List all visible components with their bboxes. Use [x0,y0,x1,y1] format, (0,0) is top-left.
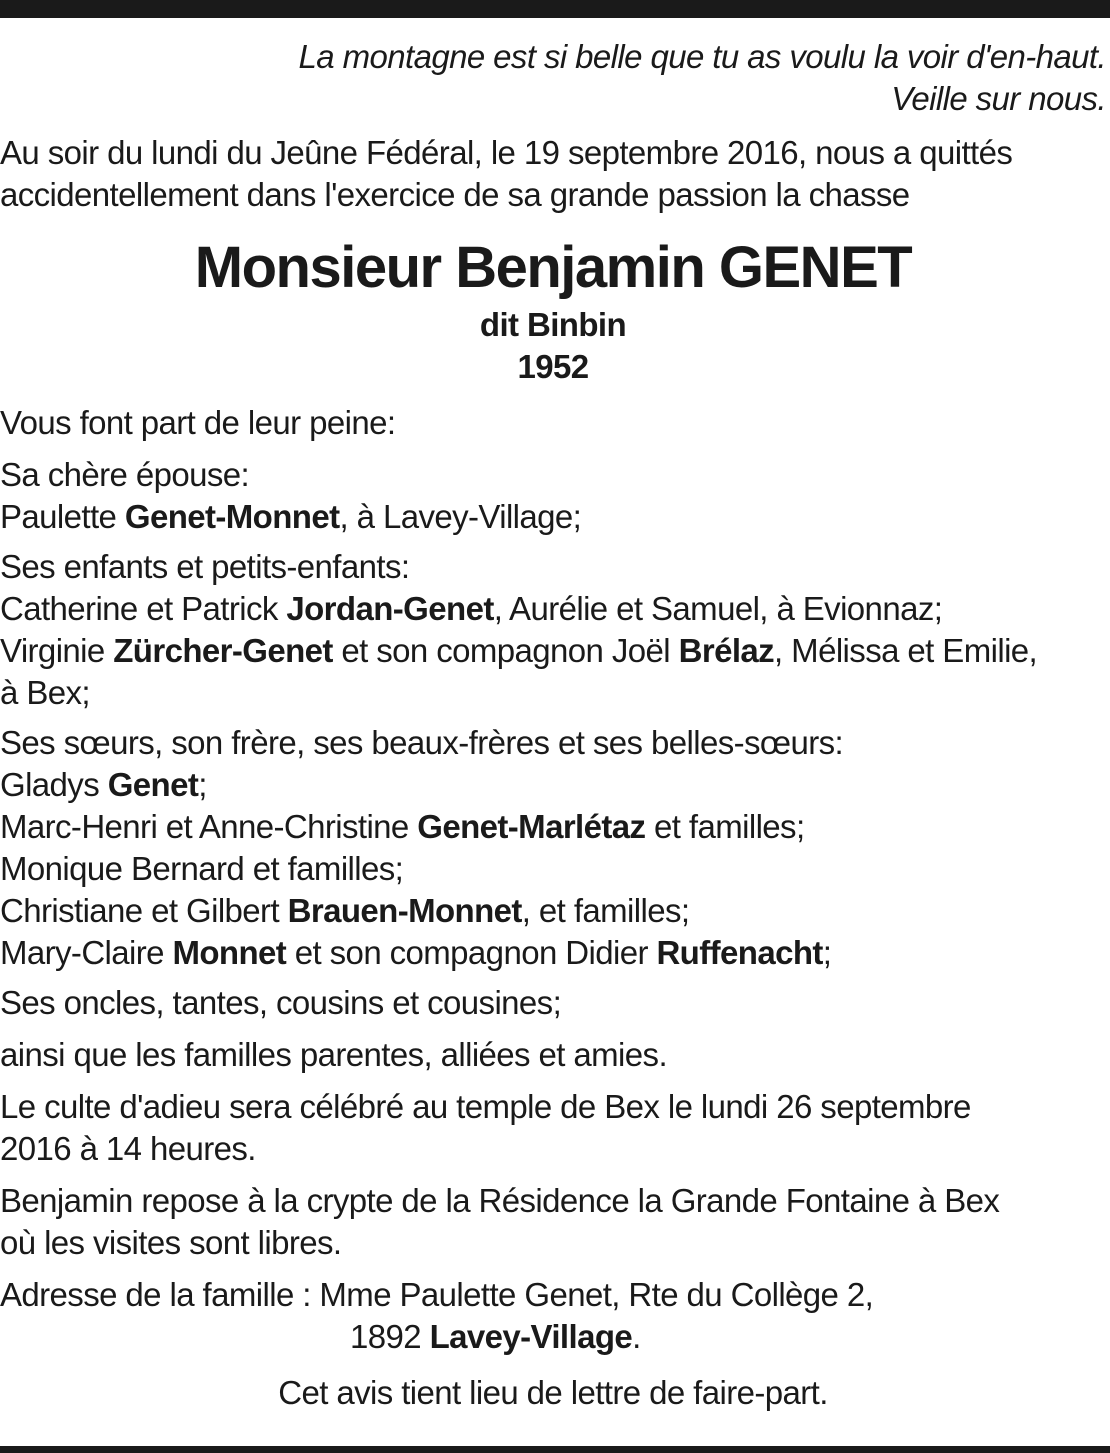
siblings-line-2: Marc-Henri et Anne-Christine Genet-Marlétaz et familles; [0,808,805,845]
siblings-line-4: Christiane et Gilbert Brauen-Monnet, et familles; [0,892,690,929]
surname: Zürcher-Genet [113,632,333,669]
rest-line-1: Benjamin repose à la crypte de la Résidence la Grande Fontaine à Bex [0,1182,1000,1219]
service-line-2: 2016 à 14 heures. [0,1130,256,1167]
locality: Lavey-Village [429,1318,633,1355]
family-address [0,1274,1106,1358]
siblings-heading: Ses sœurs, son frère, ses beaux-frères et ses belles-sœurs: [0,724,844,761]
surname: Brélaz [678,632,775,669]
children-line-3: à Bex; [0,674,90,711]
spouse-section [0,454,1106,538]
intro-line-1: Au soir du lundi du Jeûne Fédéral, le 19 septembre 2016, nous a quittés [0,134,1013,171]
announce-line: Vous font part de leur peine: [0,404,396,441]
deceased-nickname: dit Binbin [479,306,627,343]
deceased-birth-year: 1952 [517,348,589,385]
children-heading: Ses enfants et petits-enfants: [0,548,410,585]
siblings-line-5: Mary-Claire Monnet et son compagnon Didier Ruffenacht; [0,934,832,971]
uncles-line: Ses oncles, tantes, cousins et cousines; [0,984,562,1021]
children-line-1: Catherine et Patrick Jordan-Genet, Aurélie et Samuel, à Evionnaz; [0,590,943,627]
children-line-2: Virginie Zürcher-Genet et son compagnon Joël Brélaz, Mélissa et Emilie, [0,632,1038,669]
families-line: ainsi que les familles parentes, alliées et amies. [0,1036,668,1073]
intro-paragraph [0,132,1106,216]
quote-line-2: Veille sur nous. [891,80,1106,117]
obituary-notice [0,36,1106,1414]
surname: Brauen-Monnet [287,892,522,929]
bottom-rule [0,1446,1110,1453]
service-paragraph [0,1086,1106,1170]
siblings-section [0,722,1106,974]
surname: Monnet [172,934,287,971]
spouse-line: Paulette Genet-Monnet, à Lavey-Village; [0,498,582,535]
closing-note: Cet avis tient lieu de lettre de faire-part. [278,1374,828,1411]
surname: Jordan-Genet [286,590,494,627]
service-line-1: Le culte d'adieu sera célébré au temple de Bex le lundi 26 septembre [0,1088,971,1125]
top-rule [0,0,1110,18]
intro-line-2: accidentellement dans l'exercice de sa grande passion la chasse [0,176,910,213]
surname: Ruffenacht [656,934,823,971]
rest-line-2: où les visites sont libres. [0,1224,342,1261]
deceased-name: Monsieur Benjamin GENET [194,235,912,300]
quote-line-1: La montagne est si belle que tu as voulu la voir d'en-haut. [298,38,1106,75]
rest-paragraph [0,1180,1106,1264]
epigraph-quote [0,36,1106,120]
surname: Genet-Monnet [124,498,340,535]
address-line-2: 1892 Lavey-Village. [350,1318,641,1355]
siblings-line-3: Monique Bernard et familles; [0,850,404,887]
surname: Genet [107,766,199,803]
spouse-heading: Sa chère épouse: [0,456,250,493]
siblings-line-1: Gladys Genet; [0,766,207,803]
surname: Genet-Marlétaz [417,808,646,845]
address-line-1: Adresse de la famille : Mme Paulette Genet, Rte du Collège 2, [0,1276,874,1313]
children-section [0,546,1106,714]
